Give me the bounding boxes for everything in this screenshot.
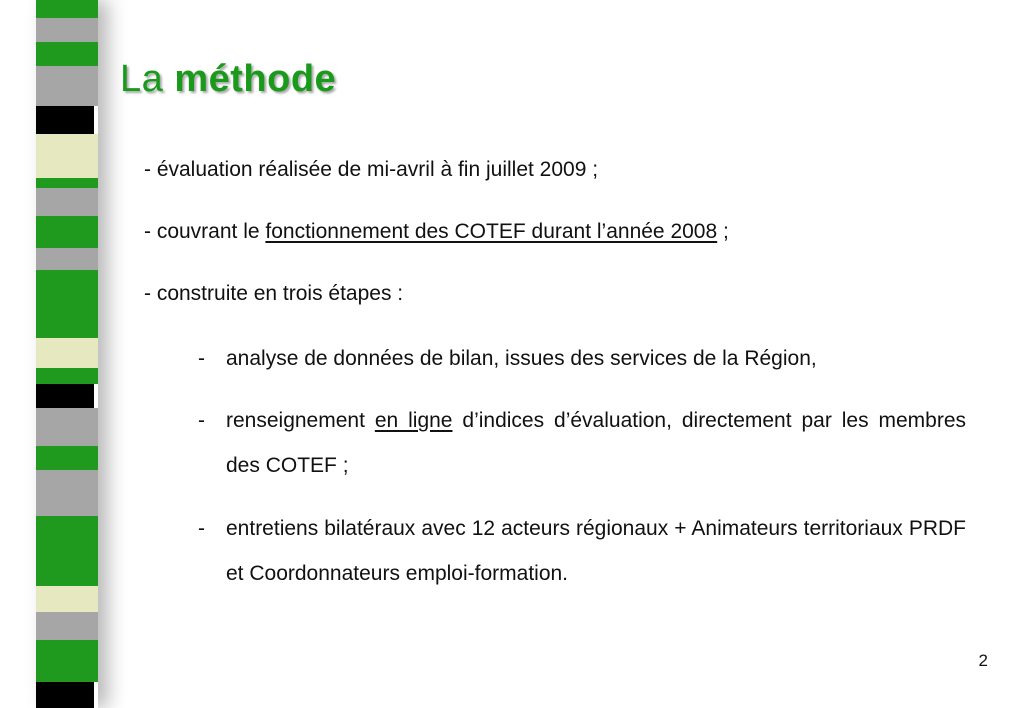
sub-bullet-dash: - [198, 517, 205, 540]
sub-bullet-online-underlined: en ligne [374, 409, 453, 432]
stripe-band [36, 42, 98, 66]
title-bold: méthode [174, 58, 337, 100]
stripe-band [36, 516, 98, 586]
sub-bullet-analysis [198, 336, 966, 381]
sub-bullet-online [198, 398, 966, 488]
stripe-band [36, 640, 98, 682]
bullet-steps: - construite en trois étapes : [144, 282, 404, 305]
stripe-band [36, 216, 98, 248]
sub-bullet-online-before: renseignement [226, 409, 375, 432]
sub-bullet-online-after: d’indices d’évaluation, directement par les membres des COTEF ; [226, 409, 966, 477]
stripe-band [36, 682, 94, 708]
sub-bullet-analysis-text: analyse de données de bilan, issues des services de la Région, [226, 347, 817, 370]
stripe-band [36, 178, 98, 188]
bullet-evaluation-period: - évaluation réalisée de mi-avril à fin juillet 2009 ; [144, 158, 599, 181]
sub-bullet-dash: - [198, 409, 205, 432]
stripe-band [36, 612, 98, 640]
page-number: 2 [978, 651, 988, 670]
stripe-band [36, 384, 94, 408]
sub-bullet-dash: - [198, 347, 205, 370]
stripe-band [36, 248, 98, 270]
stripe-band [36, 18, 98, 42]
decorative-stripe [36, 0, 98, 708]
stripe-band [36, 188, 98, 216]
stripe-band [36, 408, 98, 446]
slide-title [120, 58, 336, 101]
sub-bullet-interviews-text: entretiens bilatéraux avec 12 acteurs régionaux + Animateurs territoriaux PRDF et Coordonnateurs emploi-formation. [226, 517, 966, 585]
stripe-band [36, 106, 94, 134]
bullet-scope [144, 220, 729, 244]
stripe-band [36, 586, 98, 612]
stripe-band [36, 66, 98, 106]
bullet-scope-underlined: fonctionnement des COTEF durant l’année 2008 [265, 220, 718, 243]
title-prefix: La [120, 58, 175, 100]
sub-bullet-interviews [198, 506, 966, 596]
stripe-band [36, 0, 98, 18]
stripe-band [36, 368, 98, 384]
stripe-band [36, 134, 98, 178]
bullet-scope-after: ; [717, 220, 729, 243]
stripe-band [36, 470, 98, 516]
stripe-band [36, 338, 98, 368]
bullet-scope-before: - couvrant le [144, 220, 266, 243]
sub-bullet-online-text [226, 398, 966, 488]
stripe-band [36, 270, 98, 338]
